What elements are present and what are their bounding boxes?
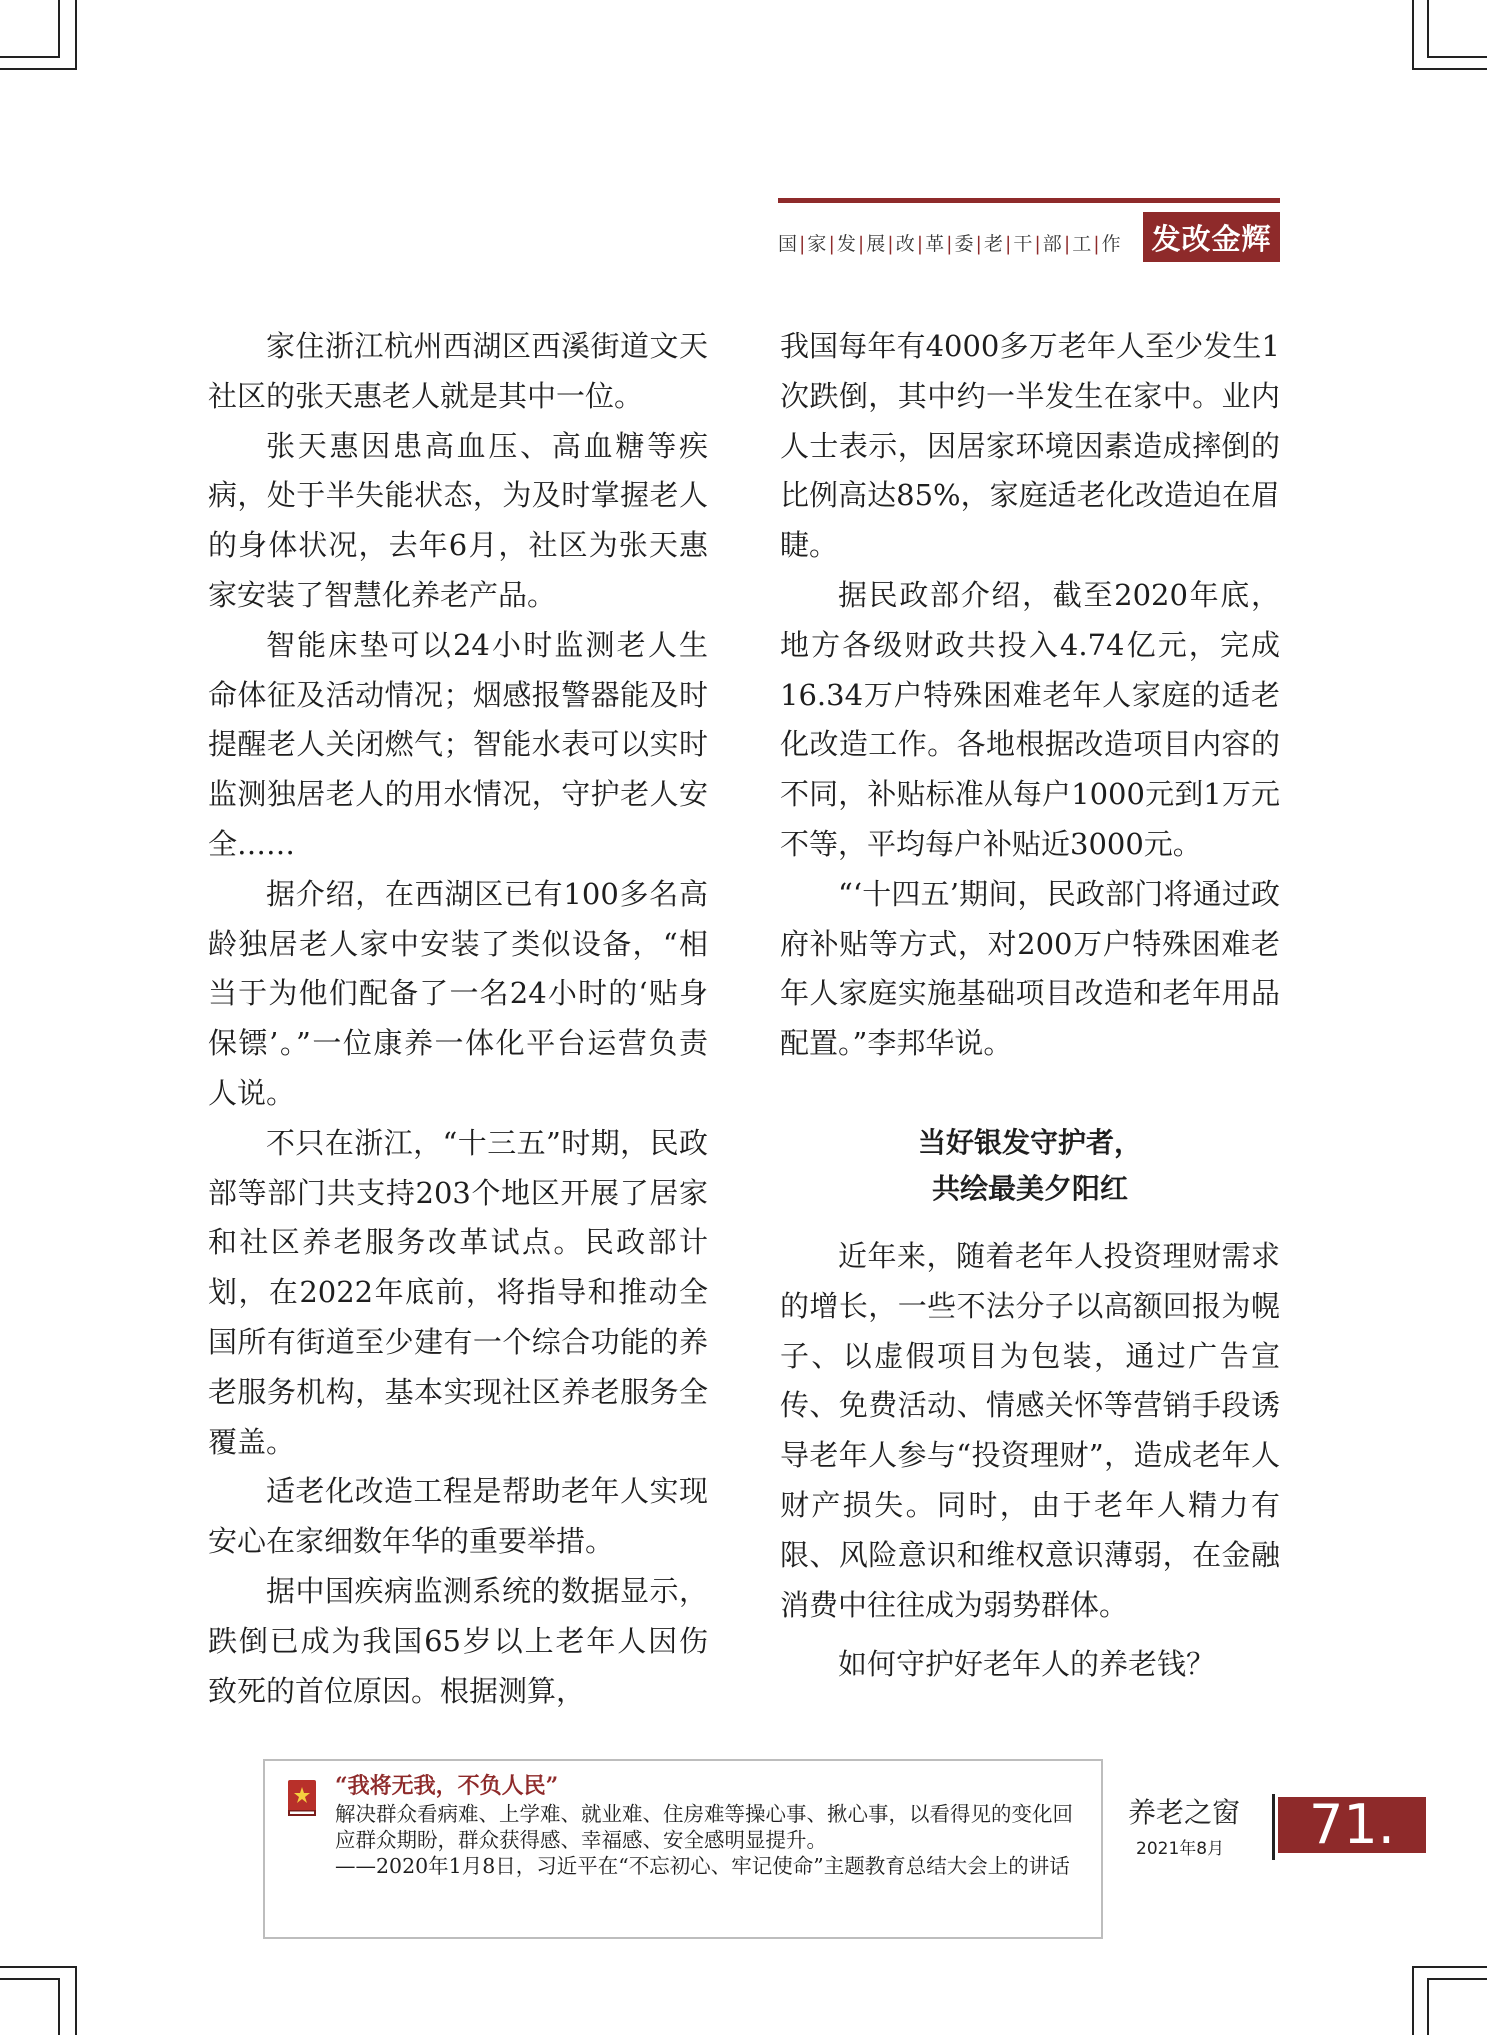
crop-mark-br-h2 — [1427, 1978, 1487, 1980]
paragraph: 适老化改造工程是帮助老年人实现安心在家细数年华的重要举措。 — [208, 1474, 708, 1559]
quote-box — [263, 1759, 1103, 1939]
quote-body: 解决群众看病难、上学难、就业难、住房难等操心事、揪心事，以看得见的变化回应群众期盼，群众获得感、幸福感、安全感明显提升。 — [335, 1802, 1073, 1852]
page-number: 71. — [1278, 1797, 1426, 1853]
crop-mark-tr-v — [1412, 0, 1414, 70]
crop-mark-bl-v2 — [58, 1978, 60, 2035]
paragraph: 如何守护好老年人的养老钱？ — [838, 1647, 1216, 1682]
crop-mark-br-h — [1412, 1966, 1487, 1968]
header-brand: 发改金辉 — [1143, 212, 1280, 262]
crop-mark-bl-v — [75, 1966, 77, 2035]
paragraph-continuation: 我国每年有4000多万老年人至少发生1次跌倒，其中约一半发生在家中。业内人士表示，因居家环境因素造成摔倒的比例高达85%，家庭适老化改造迫在眉睫。 — [780, 329, 1280, 563]
quote-source: ——2020年1月8日，习近平在“不忘初心、牢记使命”主题教育总结大会上的讲话 — [335, 1854, 1070, 1878]
nav-char: 部 — [1042, 233, 1062, 255]
red-book-star-icon — [287, 1779, 317, 1817]
paragraph: 不只在浙江，“十三五”时期，民政部等部门共支持203个地区开展了居家和社区养老服务改革试点。民政部计划，在2022年底前，将指导和推动全国所有街道至少建有一个综合功能的养老服务机构，基本实现社区养老服务全覆盖。 — [208, 1125, 708, 1459]
crop-mark-bl-h2 — [0, 1978, 60, 1980]
nav-char: 国 — [778, 233, 798, 255]
nav-char: 家 — [807, 233, 827, 255]
nav-char: 干 — [1013, 233, 1033, 255]
crop-mark-tl-h — [0, 56, 60, 58]
crop-mark-tr-h2 — [1427, 56, 1487, 58]
crop-mark-br-v — [1412, 1966, 1414, 2035]
crop-mark-bl-h — [0, 1966, 75, 1968]
nav-char: 发 — [836, 233, 856, 255]
crop-mark-tl-v2 — [75, 0, 77, 70]
nav-char: 工 — [1072, 233, 1092, 255]
paragraph: “‘十四五’期间，民政部门将通过政府补贴等方式，对200万户特殊困难老年人家庭实施基础项目改造和老年用品配置。”李邦华说。 — [780, 876, 1280, 1061]
paragraph: 张天惠因患高血压、高血糖等疾病，处于半失能状态，为及时掌握老人的身体状况，去年6月，社区为张天惠家安装了智慧化养老产品。 — [208, 428, 708, 612]
nav-char: 委 — [954, 233, 974, 255]
header-nav: 国 | 家 | 发 | 展 | 改 | 革 | 委 | 老 | 干 | 部 | 工 | 作 — [778, 233, 1121, 255]
nav-char: 作 — [1101, 233, 1121, 255]
subheading-line: 共绘最美夕阳红 — [931, 1171, 1128, 1205]
paragraph: 家住浙江杭州西湖区西溪街道文天社区的张天惠老人就是其中一位。 — [208, 329, 708, 413]
nav-char: 展 — [866, 233, 886, 255]
paragraph: 据民政部介绍，截至2020年底，地方各级财政共投入4.74亿元，完成16.34万户特殊困难老年人家庭的适老化改造工作。各地根据改造项目内容的不同，补贴标准从每户1000元到1万元不等，平均每户补贴近3000元。 — [780, 577, 1280, 861]
crop-mark-tr-h — [1412, 68, 1487, 70]
nav-char: 改 — [895, 233, 915, 255]
section-subheading — [780, 1120, 1280, 1212]
crop-mark-br-v2 — [1427, 1978, 1429, 2035]
nav-char: 革 — [925, 233, 945, 255]
subheading-line: 当好银发守护者， — [917, 1125, 1142, 1159]
paragraph: 据介绍，在西湖区已有100多名高龄独居老人家中安装了类似设备，“相当于为他们配备了一名24小时的‘贴身保镖’。”一位康养一体化平台运营负责人说。 — [208, 876, 708, 1110]
issue-date: 2021年8月 — [1136, 1839, 1225, 1859]
page-divider — [1272, 1794, 1275, 1860]
quote-title: “我将无我，不负人民” — [335, 1773, 559, 1799]
header-rule — [778, 198, 1280, 203]
paragraph: 据中国疾病监测系统的数据显示，跌倒已成为我国65岁以上老年人因伤致死的首位原因。根据测算， — [208, 1573, 708, 1708]
paragraph: 智能床垫可以24小时监测老人生命体征及活动情况；烟感报警器能及时提醒老人关闭燃气；智能水表可以实时监测独居老人的用水情况，守护老人安全…… — [208, 627, 708, 861]
magazine-name: 养老之窗 — [1128, 1796, 1241, 1829]
crop-mark-tl-h2 — [0, 68, 75, 70]
crop-mark-tr-v2 — [1427, 0, 1429, 58]
nav-char: 老 — [983, 233, 1003, 255]
paragraph: 近年来，随着老年人投资理财需求的增长，一些不法分子以高额回报为幌子、以虚假项目为包装，通过广告宣传、免费活动、情感关怀等营销手段诱导老年人参与“投资理财”，造成老年人财产损失。同时，由于老年人精力有限、风险意识和维权意识薄弱，在金融消费中往往成为弱势群体。 — [780, 1238, 1280, 1622]
left-column — [208, 322, 708, 1716]
crop-mark-tl-v — [58, 0, 60, 58]
right-column — [780, 322, 1280, 1690]
